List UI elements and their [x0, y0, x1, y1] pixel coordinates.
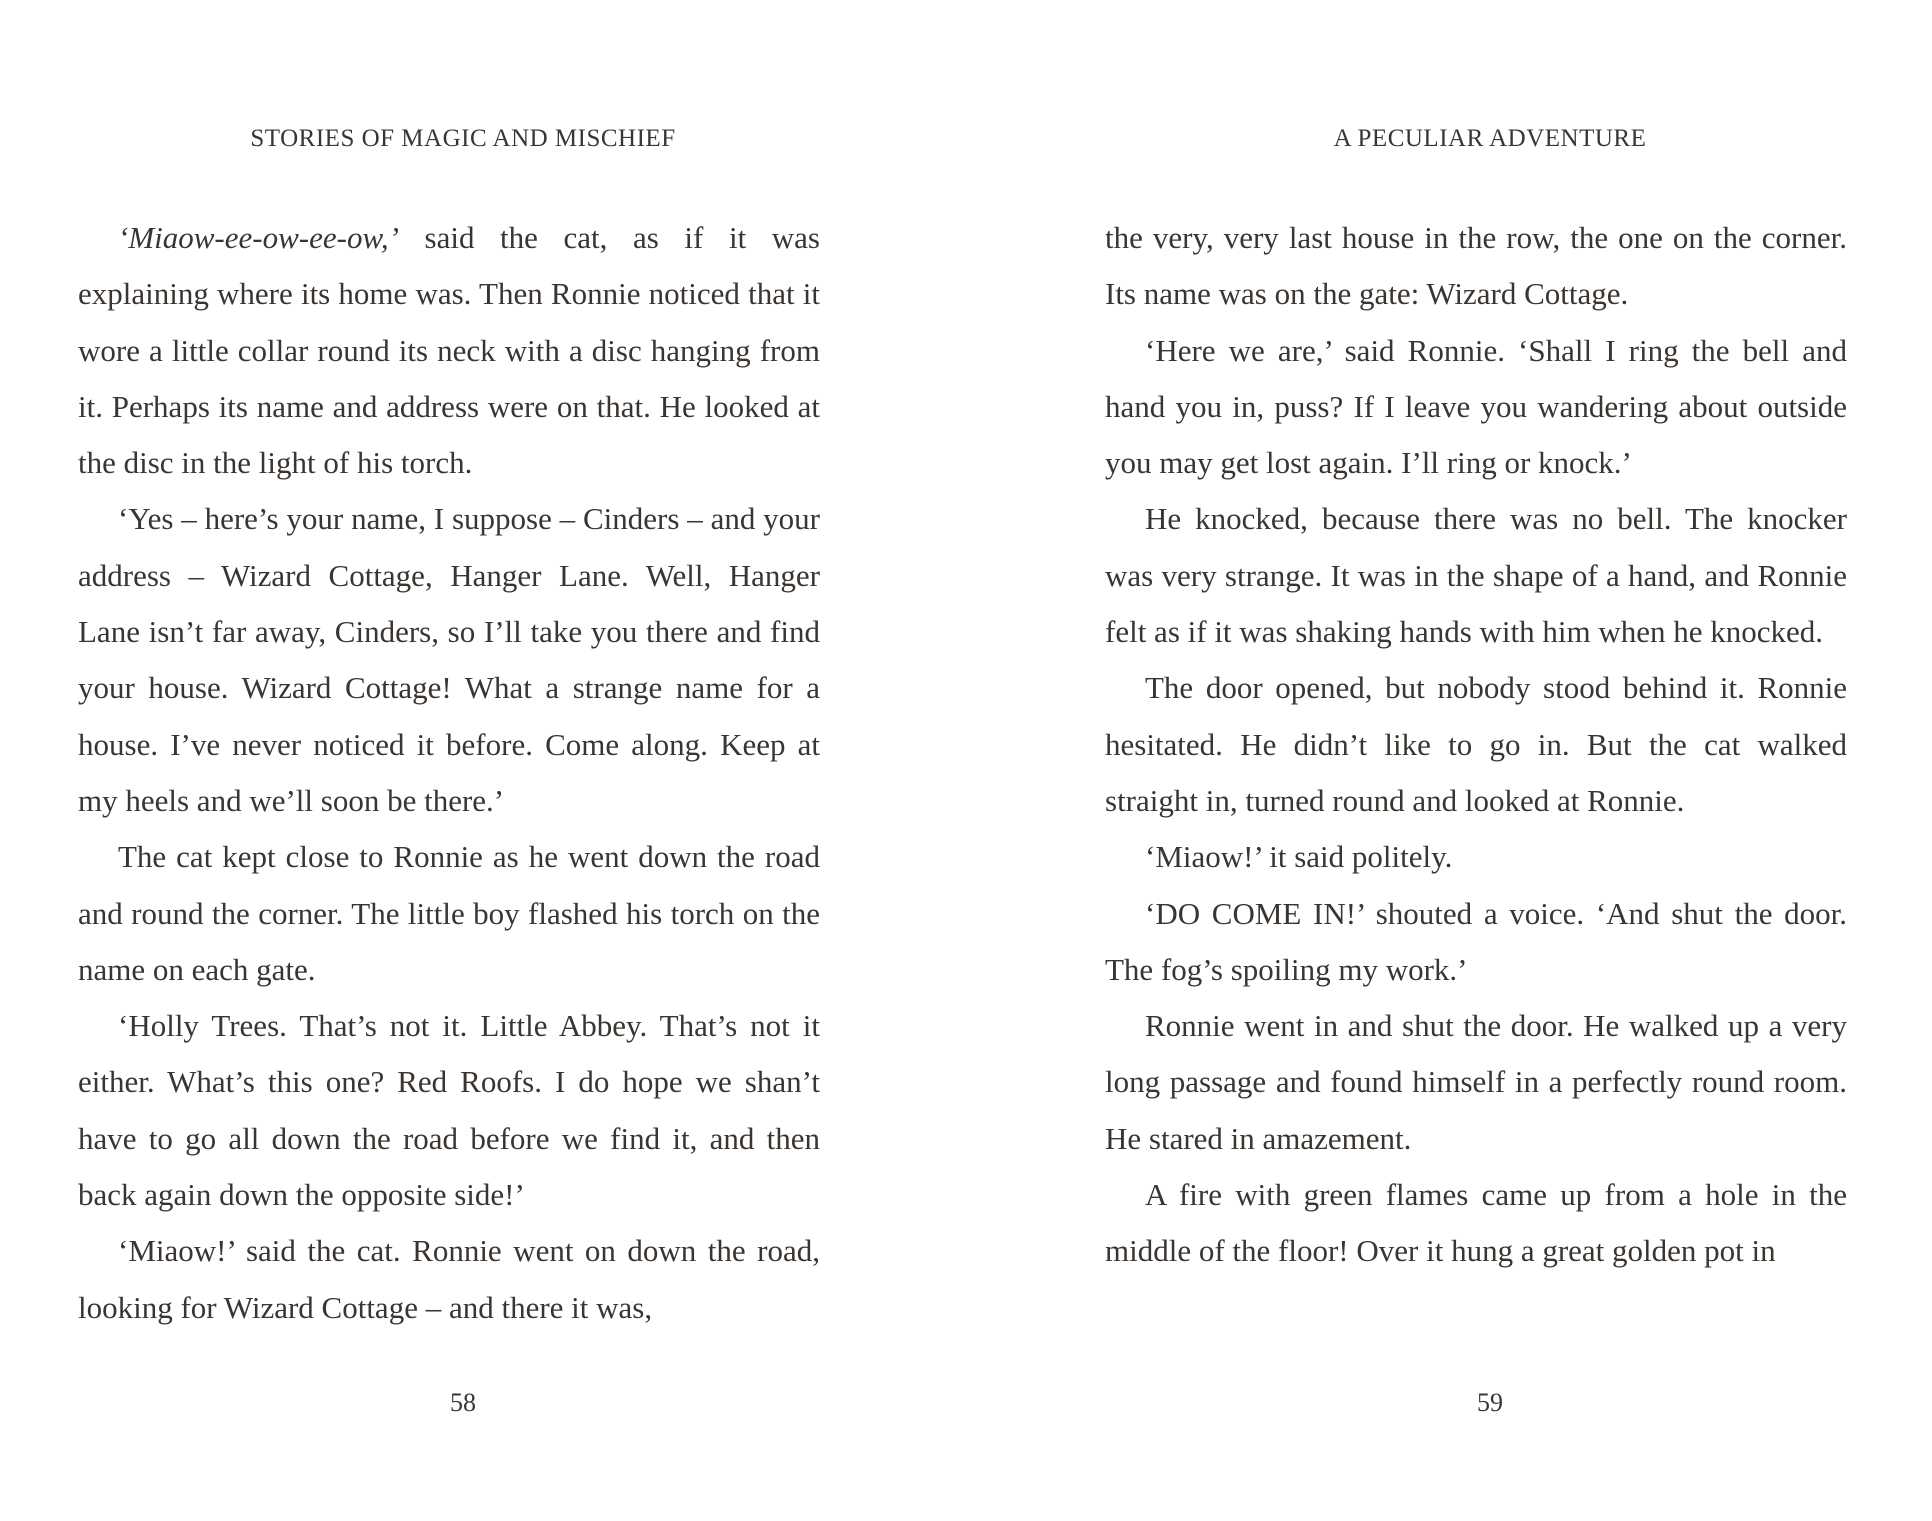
paragraph: ‘DO COME IN!’ shouted a voice. ‘And shut the door. The fog’s spoiling my work.’ — [1105, 895, 1847, 987]
paragraph: A fire with green flames came up from a hole in the middle of the floor! Over it hung a great golden pot in — [1105, 1177, 1847, 1269]
page-number-right: 59 — [1477, 1388, 1503, 1417]
paragraph-text: said the cat, as if it was explaining where its home was. Then Ronnie noticed that it wore a little collar round its neck with a disc hanging from it. Perhaps its name and address were on that. He looked at the disc in the light of his torch. — [78, 220, 820, 481]
paragraph: The cat kept close to Ronnie as he went down the road and round the corner. The little boy flashed his torch on the name on each gate. — [78, 839, 820, 987]
italic-cat-speech: ‘Miaow-ee-ow-ee-ow,’ — [118, 220, 399, 255]
right-page-body — [1105, 210, 1847, 1280]
paragraph — [78, 210, 820, 491]
page-number-left: 58 — [450, 1388, 476, 1417]
paragraph: ‘Miaow!’ said the cat. Ronnie went on down the road, looking for Wizard Cottage – and there it was, — [78, 1233, 820, 1325]
paragraph: ‘Miaow!’ it said politely. — [1145, 839, 1453, 875]
paragraph: Ronnie went in and shut the door. He walked up a very long passage and found himself in a perfectly round room. He stared in amazement. — [1105, 1008, 1847, 1156]
paragraph-continuation: the very, very last house in the row, the one on the corner. Its name was on the gate: Wizard Cottage. — [1105, 220, 1847, 312]
paragraph: The door opened, but nobody stood behind it. Ronnie hesitated. He didn’t like to go in. But the cat walked straight in, turned round and looked at Ronnie. — [1105, 670, 1847, 818]
running-head-right: A PECULIAR ADVENTURE — [1333, 125, 1647, 152]
paragraph: ‘Holly Trees. That’s not it. Little Abbey. That’s not it either. What’s this one? Red Roofs. I do hope we shan’t have to go all down the road before we find it, and then back again down the opposite side!’ — [78, 1008, 820, 1213]
paragraph: ‘Here we are,’ said Ronnie. ‘Shall I ring the bell and hand you in, puss? If I leave you wandering about outside you may get lost again. I’ll ring or knock.’ — [1105, 332, 1847, 481]
left-page-body — [78, 210, 820, 1336]
paragraph: He knocked, because there was no bell. The knocker was very strange. It was in the shape of a hand, and Ronnie felt as if it was shaking hands with him when he knocked. — [1105, 501, 1847, 650]
running-head-left: STORIES OF MAGIC AND MISCHIEF — [250, 125, 676, 152]
paragraph: ‘Yes – here’s your name, I suppose – Cinders – and your address – Wizard Cottage, Hanger Lane. Well, Hanger Lane isn’t far away, Cinders, so I’ll take you there and find your house. Wizard Cottage! What a strange name for a house. I’ve never noticed it before. Come along. Keep at my heels and we’ll soon be there.’ — [78, 501, 820, 818]
left-page — [78, 0, 848, 1521]
right-page — [1105, 0, 1875, 1521]
